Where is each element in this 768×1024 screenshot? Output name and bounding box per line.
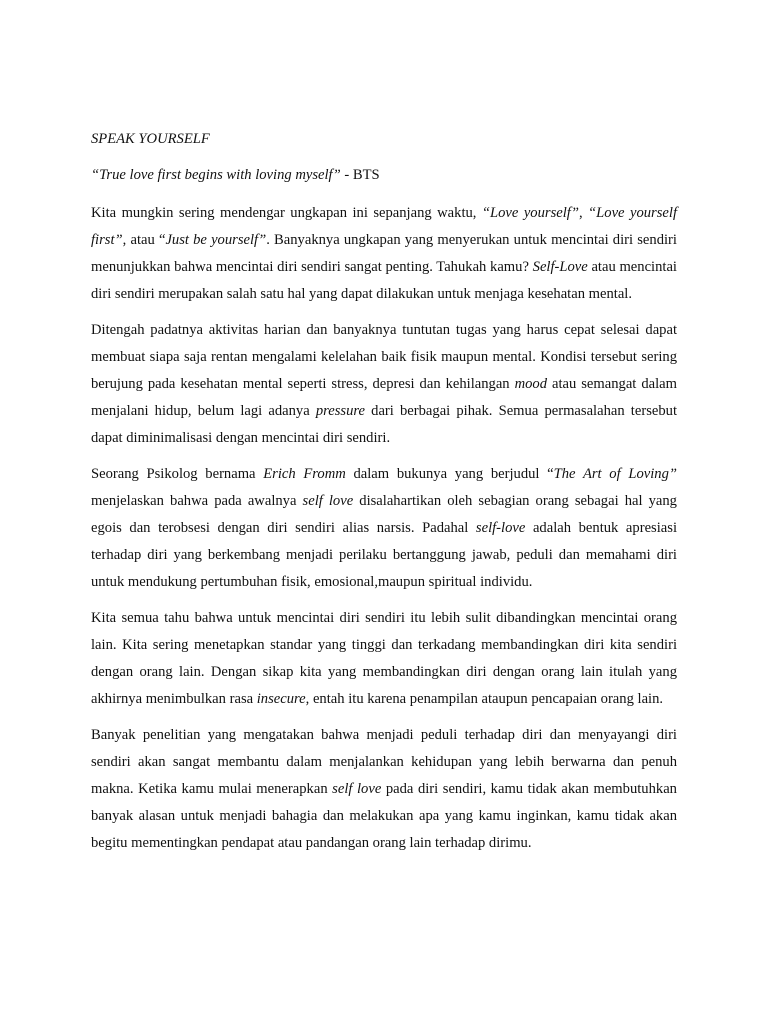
text-segment: atau semangat dalam menjalani hidup, belum lagi adanya xyxy=(91,376,677,419)
text-segment: Kita mungkin sering mendengar ungkapan ini sepanjang waktu, xyxy=(91,205,482,221)
italic-text-segment: Just be yourself” xyxy=(165,232,267,248)
document-title: SPEAK YOURSELF xyxy=(91,131,210,147)
italic-text-segment: pressure xyxy=(315,403,366,419)
italic-text-segment: “Love yourself first” xyxy=(91,205,677,248)
italic-text-segment: self love xyxy=(332,781,382,797)
quote-text: “True love first begins with loving myself” xyxy=(91,167,341,183)
text-segment: Kita semua tahu bahwa untuk mencintai diri sendiri itu lebih sulit dibandingkan mencintai orang lain. Kita sering menetapkan standar yang tinggi dan terkadang membandingkan diri kita sendiri dengan orang lain. Dengan sikap kita yang membandingkan diri dengan orang lain itulah yang akhirnya menimbulkan rasa xyxy=(91,610,677,707)
text-segment: dari berbagai pihak. Semua permasalahan tersebut dapat diminimalisasi dengan mencintai diri sendiri. xyxy=(91,403,678,446)
quote-separator: - xyxy=(340,167,353,183)
text-segment: atau mencintai diri sendiri merupakan salah satu hal yang dapat dilakukan untuk menjaga kesehatan mental. xyxy=(91,259,677,302)
text-segment: Seorang Psikolog bernama xyxy=(91,466,264,482)
body-paragraph xyxy=(91,200,677,308)
document-body xyxy=(91,127,677,866)
text-segment: adalah bentuk apresiasi terhadap diri yang berkembang menjadi perilaku bertanggung jawab, peduli dan memahami diri untuk mendukung pertumbuhan fisik, emosional,maupun spiritual individu. xyxy=(91,520,677,590)
italic-text-segment: self-love xyxy=(475,520,526,536)
body-paragraph xyxy=(91,605,677,713)
body-paragraph xyxy=(91,317,677,452)
paragraph-list xyxy=(91,200,677,857)
text-segment: Banyak penelitian yang mengatakan bahwa menjadi peduli terhadap diri dan menyayangi diri sendiri akan sangat membantu dalam menjalankan kehidupan yang lebih berwarna dan penuh makna. Ketika kamu mulai menerapkan xyxy=(91,727,677,797)
body-paragraph xyxy=(91,461,677,596)
text-segment: menjelaskan bahwa pada awalnya xyxy=(91,493,303,509)
opening-quote xyxy=(91,163,677,187)
quote-author: BTS xyxy=(352,167,380,183)
italic-text-segment: Self-Love xyxy=(532,259,588,275)
text-segment: , entah itu karena penampilan ataupun pencapaian orang lain. xyxy=(305,691,664,707)
body-paragraph xyxy=(91,722,677,857)
text-segment: . Banyaknya ungkapan yang menyerukan untuk mencintai diri sendiri menunjukkan bahwa mencintai diri sendiri sangat penting. Tahukah kamu? xyxy=(91,232,677,275)
italic-text-segment: “Love yourself” xyxy=(481,205,579,221)
text-segment: dalam bukunya yang berjudul “ xyxy=(345,466,554,482)
text-segment: , atau “ xyxy=(122,232,166,248)
italic-text-segment: Erich Fromm xyxy=(263,466,346,482)
text-segment: pada diri sendiri, kamu tidak akan membutuhkan banyak alasan untuk menjadi bahagia dan melakukan apa yang kamu inginkan, kamu tidak akan begitu mementingkan pendapat atau pandangan orang lain terhadap dirimu. xyxy=(91,781,677,851)
text-segment: disalahartikan oleh sebagian orang sebagai hal yang egois dan terobsesi dengan diri sendiri alias narsis. Padahal xyxy=(91,493,677,536)
text-segment: Ditengah padatnya aktivitas harian dan banyaknya tuntutan tugas yang harus cepat selesai dapat membuat siapa saja rentan mengalami kelelahan baik fisik maupun mental. Kondisi tersebut sering berujung pada kesehatan mental seperti stress, depresi dan kehilangan xyxy=(91,322,677,392)
text-segment: , xyxy=(578,205,589,221)
italic-text-segment: self love xyxy=(302,493,354,509)
italic-text-segment: The Art of Loving” xyxy=(553,466,677,482)
italic-text-segment: insecure xyxy=(256,691,306,707)
italic-text-segment: mood xyxy=(514,376,548,392)
